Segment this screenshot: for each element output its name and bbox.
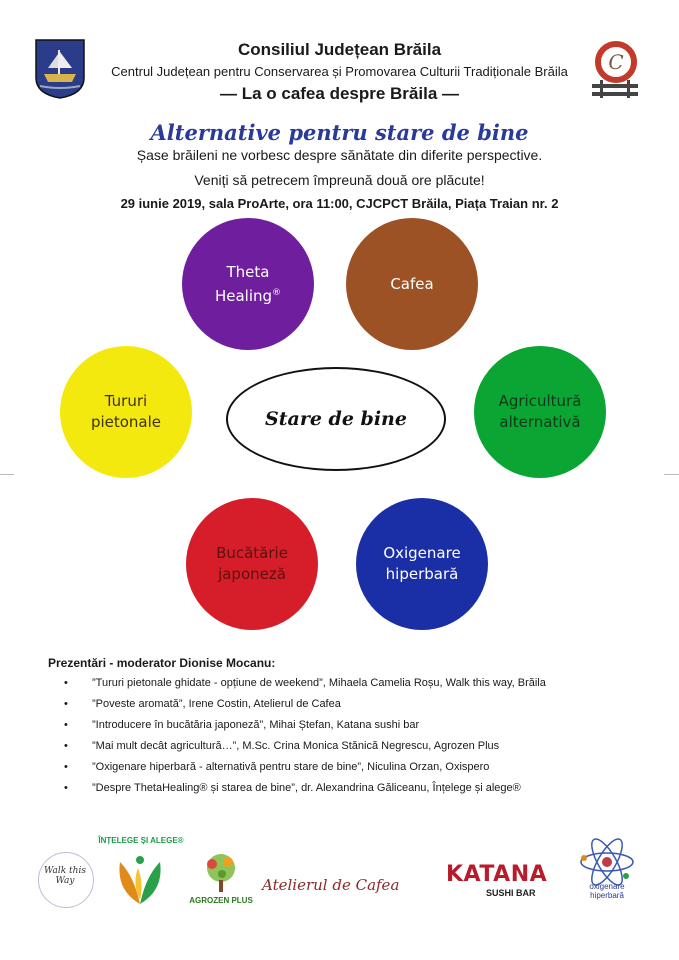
list-item: • ”Poveste aromată”, Irene Costin, Atelierul de Cafea [62,697,582,711]
event-subtitle-1: Șase brăileni ne vorbesc despre sănătate din diferite perspective. [136,147,543,163]
scan-mark [0,474,14,475]
circle-cafea [346,218,478,350]
list-item: • ”Introducere în bucătăria japoneză”, Mihai Ștefan, Katana sushi bar [62,718,582,732]
event-subtitle-2: Veniți să petrecem împreună două ore plăcute! [194,172,485,188]
center-label: Stare de bine [265,408,407,430]
circle-tururi-pietonale [60,346,192,478]
circle-label-word: Healing [214,286,273,305]
svg-text:C: C [608,50,624,74]
series-name: — La o cafea despre Brăila — [219,84,460,103]
intelege-si-alege-text: ÎNȚELEGE ȘI ALEGE® [98,836,184,845]
agrozen-plus-logo-icon [196,850,246,894]
list-item: • ”Oxigenare hiperbară - alternativă pentru stare de bine”, Niculina Orzan, Oxispero [62,760,582,774]
walk-this-way-text: Walk this Way [44,866,86,886]
circle-label: Agricultură [498,392,582,410]
katana-subtitle: SUSHI BAR [486,888,536,898]
circle-label [215,283,281,307]
circle-label: Bucătărie [216,544,288,562]
agrozen-plus-text: AGROZEN PLUS [189,896,253,905]
circle-theta-healing [182,218,314,350]
list-item: • ”Despre ThetaHealing® și starea de bine”, dr. Alexandrina Găliceanu, Înțelege și alege® [62,781,582,795]
circle-bucatarie-japoneza [186,498,318,630]
circle-label: Cafea [390,274,434,293]
center-ellipse-stare-de-bine [226,367,446,471]
center-name: Centrul Județean pentru Conservarea și Promovarea Culturii Tradiționale Brăila [111,64,568,79]
circle-oxigenare-hiperbara [356,498,488,630]
presentations-list [62,676,582,802]
circle-label: Tururi [104,392,148,410]
council-name: Consiliul Județean Brăila [237,40,442,59]
katana-logo-text: KATANA [446,862,548,887]
registered-mark: ® [272,287,282,298]
circle-label: pietonale [90,413,162,431]
scan-mark [664,474,679,475]
event-title: Alternative pentru stare de bine [150,120,529,145]
list-item: • ”Mai mult decât agricultură…”, M.Sc. Crina Monica Stănică Negrescu, Agrozen Plus [62,739,582,753]
intelege-si-alege-logo-icon [110,850,170,906]
circle-agricultura-alternativa [474,346,606,478]
presentations-heading: Prezentări - moderator Dionise Mocanu: [48,656,276,670]
list-item: • ”Tururi pietonale ghidate - opțiune de weekend”, Mihaela Camelia Roșu, Walk this way, Brăila [62,676,582,690]
oxigenare-hiperbara-text: oxigenare hiperbară [589,882,625,900]
event-date-location: 29 iunie 2019, sala ProArte, ora 11:00, CJCPCT Brăila, Piața Traian nr. 2 [120,196,559,211]
circle-label: alternativă [499,413,581,431]
circle-label: Oxigenare [383,544,461,562]
atelierul-de-cafea-logo-text: Atelierul de Cafea [262,876,400,894]
circle-label: hiperbară [385,565,459,583]
circle-label: japoneză [218,565,286,583]
circle-label: Theta [226,262,270,281]
